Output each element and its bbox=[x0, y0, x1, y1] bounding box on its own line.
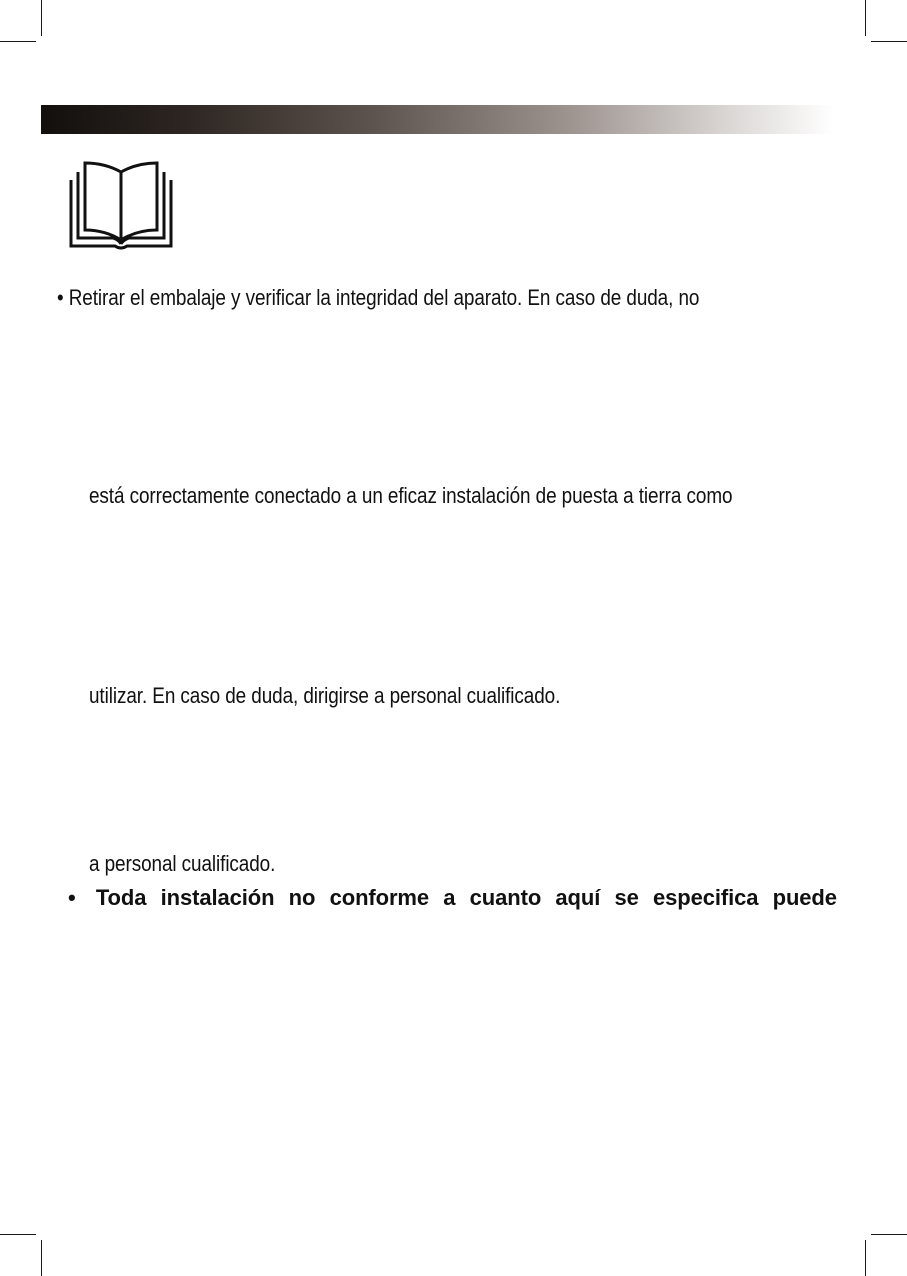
crop-mark-bottom-right-horizontal bbox=[871, 1234, 907, 1235]
crop-mark-bottom-left-horizontal bbox=[0, 1234, 36, 1235]
bold-word: instalación bbox=[160, 885, 275, 910]
crop-mark-bottom-right-vertical bbox=[865, 1240, 866, 1276]
bold-word: aquí bbox=[555, 885, 601, 910]
bold-word: puede bbox=[772, 885, 837, 910]
crop-mark-top-left-horizontal bbox=[0, 41, 36, 42]
open-book-icon bbox=[69, 160, 173, 250]
paragraph-line-2 bbox=[89, 483, 837, 509]
bullet-marker: • bbox=[68, 885, 76, 910]
paragraph-line-3 bbox=[89, 683, 637, 709]
paragraph-text: a personal cualificado. bbox=[89, 851, 276, 876]
paragraph-text: utilizar. En caso de duda, dirigirse a personal cualificado. bbox=[89, 683, 561, 708]
paragraph-line-5-bold bbox=[68, 885, 837, 911]
bold-word: conforme bbox=[329, 885, 430, 910]
paragraph-text: Retirar el embalaje y verificar la integridad del aparato. En caso de duda, no bbox=[68, 285, 700, 310]
bold-word: Toda bbox=[95, 885, 147, 910]
crop-mark-top-left-vertical bbox=[41, 0, 42, 36]
section-header-bar bbox=[41, 105, 833, 134]
crop-mark-bottom-left-vertical bbox=[41, 1240, 42, 1276]
paragraph-line-4 bbox=[89, 851, 306, 877]
bold-word: cuanto bbox=[469, 885, 542, 910]
bullet-marker: • bbox=[57, 285, 64, 310]
crop-mark-top-right-horizontal bbox=[871, 41, 907, 42]
bold-word: a bbox=[443, 885, 456, 910]
bold-word: se bbox=[614, 885, 639, 910]
bold-word: especifica bbox=[652, 885, 759, 910]
crop-mark-top-right-vertical bbox=[865, 0, 866, 36]
paragraph-line-1 bbox=[57, 285, 837, 311]
bold-word: no bbox=[288, 885, 316, 910]
paragraph-text: está correctamente conectado a un eficaz instalación de puesta a tierra como bbox=[89, 483, 733, 508]
